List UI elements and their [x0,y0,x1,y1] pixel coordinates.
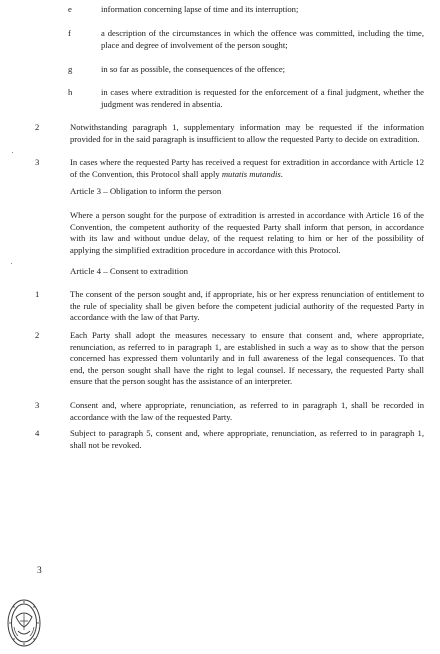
list-marker: f [68,28,71,38]
list-marker: g [68,64,73,74]
paragraph-text: Subject to paragraph 5, consent and, where appropriate, renunciation, as referred to in paragraph 1, shall not be revoked. [70,428,424,450]
list-text: a description of the circumstances in which the offence was committed, including the time, place and degree of involvement of the person sought; [101,28,424,50]
paragraph-text: Notwithstanding paragraph 1, supplementary information may be requested if the information provided for in the said paragraph is insufficient to allow the requested Party to decide on extradition. [70,122,424,144]
list-text: in so far as possible, the consequences of the offence; [101,64,286,74]
list-text: information concerning lapse of time and its interruption; [101,4,299,14]
seal-stamp-icon [6,597,42,649]
scan-speck [11,263,12,264]
paragraph-number: 1 [35,289,40,299]
paragraph-text: Each Party shall adopt the measures necessary to ensure that consent and, where appropriate, renunciation, as referred to in paragraph 1, are established in such a way as to show that the person concerned has expressed them voluntarily and in full awareness of the legal consequences. To that end, the person sought shall have the right to legal counsel. If necessary, the requested Party shall ensure that the person sought has the assistance of an interpreter. [70,330,424,387]
paragraph-text: The consent of the person sought and, if appropriate, his or her express renunciation of entitlement to the rule of speciality shall be given before the competent judicial authority of the requested Party in accordance with the law of that Party. [70,289,424,323]
article-3-heading: Article 3 – Obligation to inform the person [70,186,222,196]
scan-speck [12,152,13,153]
article-4-heading: Article 4 – Consent to extradition [70,266,189,276]
paragraph-text: In cases where the requested Party has received a request for extradition in accordance with Article 12 of the Convention, this Protocol shall apply mutatis mutandis. [70,157,424,179]
paragraph-number: 2 [35,122,40,132]
paragraph-number: 3 [35,157,40,167]
list-marker: h [68,87,73,97]
list-marker: e [68,4,72,14]
paragraph-number: 3 [35,400,40,410]
paragraph-number: 2 [35,330,40,340]
article-3-text: Where a person sought for the purpose of extradition is arrested in accordance with Article 16 of the Convention, the competent authority of the requested Party shall inform that person, in accordance with its law and without undue delay, of the request relating to him or her of the possibility of applying the simplified extradition procedure in accordance with this Protocol. [70,210,424,255]
page-number: 3 [37,566,42,576]
list-text: in cases where extradition is requested for the enforcement of a final judgment, whether the judgment was rendered in absentia. [101,87,424,109]
paragraph-number: 4 [35,428,40,438]
paragraph-text: Consent and, where appropriate, renunciation, as referred to in paragraph 1, shall be recorded in accordance with the law of the requested Party. [70,400,424,422]
